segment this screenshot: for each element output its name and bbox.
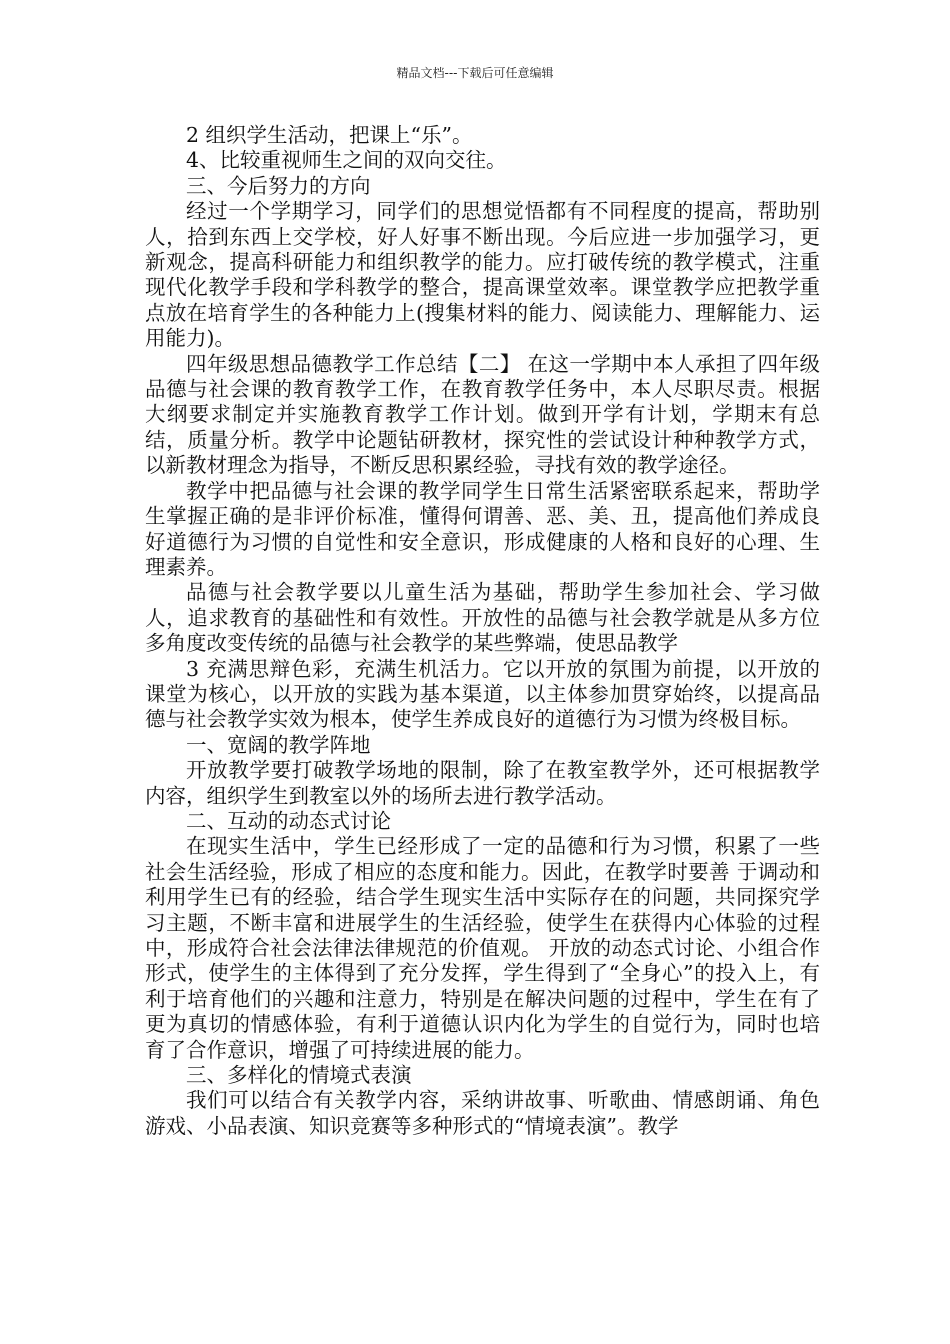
section-heading: 三、今后努力的方向: [186, 173, 371, 198]
paragraph: 开放教学要打破教学场地的限制，除了在教室教学外，还可根据教学内容，组织学生到教室以外的场所去进行教学活动。: [145, 758, 820, 808]
section-heading: 一、宽阔的教学阵地: [186, 732, 371, 757]
paragraph: 2 组织学生活动，把课上“乐”。: [186, 123, 473, 147]
paragraph: 3 充满思辩色彩，充满生机活力。它以开放的氛围为前提，以开放的课堂为核心，以开放的实践为基本渠道，以主体参加贯穿始终，以提高品德与社会教学实效为根本，使学生养成良好的道德行为习惯为终极目标。: [145, 656, 820, 732]
paragraph: 四年级思想品德教学工作总结【二】 在这一学期中本人承担了四年级品德与社会课的教育教学工作，在教育教学任务中，本人尽职尽责。根据大纲要求制定并实施教育教学工作计划。做到开学有计划，学期末有总结，质量分析。教学中论题钻研教材，探究性的尝试设计种种教学方式，以新教材理念为指导，不断反思积累经验，寻找有效的教学途径。: [145, 351, 820, 478]
paragraph: 我们可以结合有关教学内容，采纳讲故事、听歌曲、情感朗诵、角色游戏、小品表演、知识竞赛等多种形式的“情境表演”。教学: [145, 1088, 820, 1138]
paragraph: 4、比较重视师生之间的双向交往。: [186, 148, 507, 173]
document-body: [145, 123, 820, 1139]
section-heading: 二、互动的动态式讨论: [186, 808, 391, 833]
page-header: 精品文档---下载后可任意编辑: [396, 66, 554, 80]
section-heading: 三、多样化的情境式表演: [186, 1063, 412, 1088]
paragraph: 经过一个学期学习，同学们的思想觉悟都有不同程度的提高，帮助别人，拾到东西上交学校，好人好事不断出现。今后应进一步加强学习，更新观念，提高科研能力和组织教学的能力。应打破传统的教学模式，注重现代化教学手段和学科教学的整合，提高课堂效率。课堂教学应把教学重点放在培育学生的各种能力上(搜集材料的能力、阅读能力、理解能力、运用能力)。: [145, 199, 820, 351]
paragraph: 教学中把品德与社会课的教学同学生日常生活紧密联系起来，帮助学生掌握正确的是非评价标准，懂得何谓善、恶、美、丑，提高他们养成良好道德行为习惯的自觉性和安全意识，形成健康的人格和良好的心理、生理素养。: [145, 478, 820, 579]
paragraph: 品德与社会教学要以儿童生活为基础，帮助学生参加社会、学习做人，追求教育的基础性和有效性。开放性的品德与社会教学就是从多方位多角度改变传统的品德与社会教学的某些弊端，使思品教学: [145, 580, 820, 656]
paragraph: 在现实生活中，学生已经形成了一定的品德和行为习惯，积累了一些社会生活经验，形成了相应的态度和能力。因此，在教学时要善 于调动和利用学生已有的经验，结合学生现实生活中实际存在的问题，共同探究学习主题，不断丰富和进展学生的生活经验，使学生在获得内心体验的过程中，形成符合社会法律法律规范的价值观。 开放的动态式讨论、小组合作形式，使学生的主体得到了充分发挥，学生得到了“全身心”的投入上，有利于培育他们的兴趣和注意力，特别是在解决问题的过程中，学生在有了更为真切的情感体验，有利于道德认识内化为学生的自觉行为，同时也培育了合作意识，增强了可持续进展的能力。: [145, 834, 820, 1062]
